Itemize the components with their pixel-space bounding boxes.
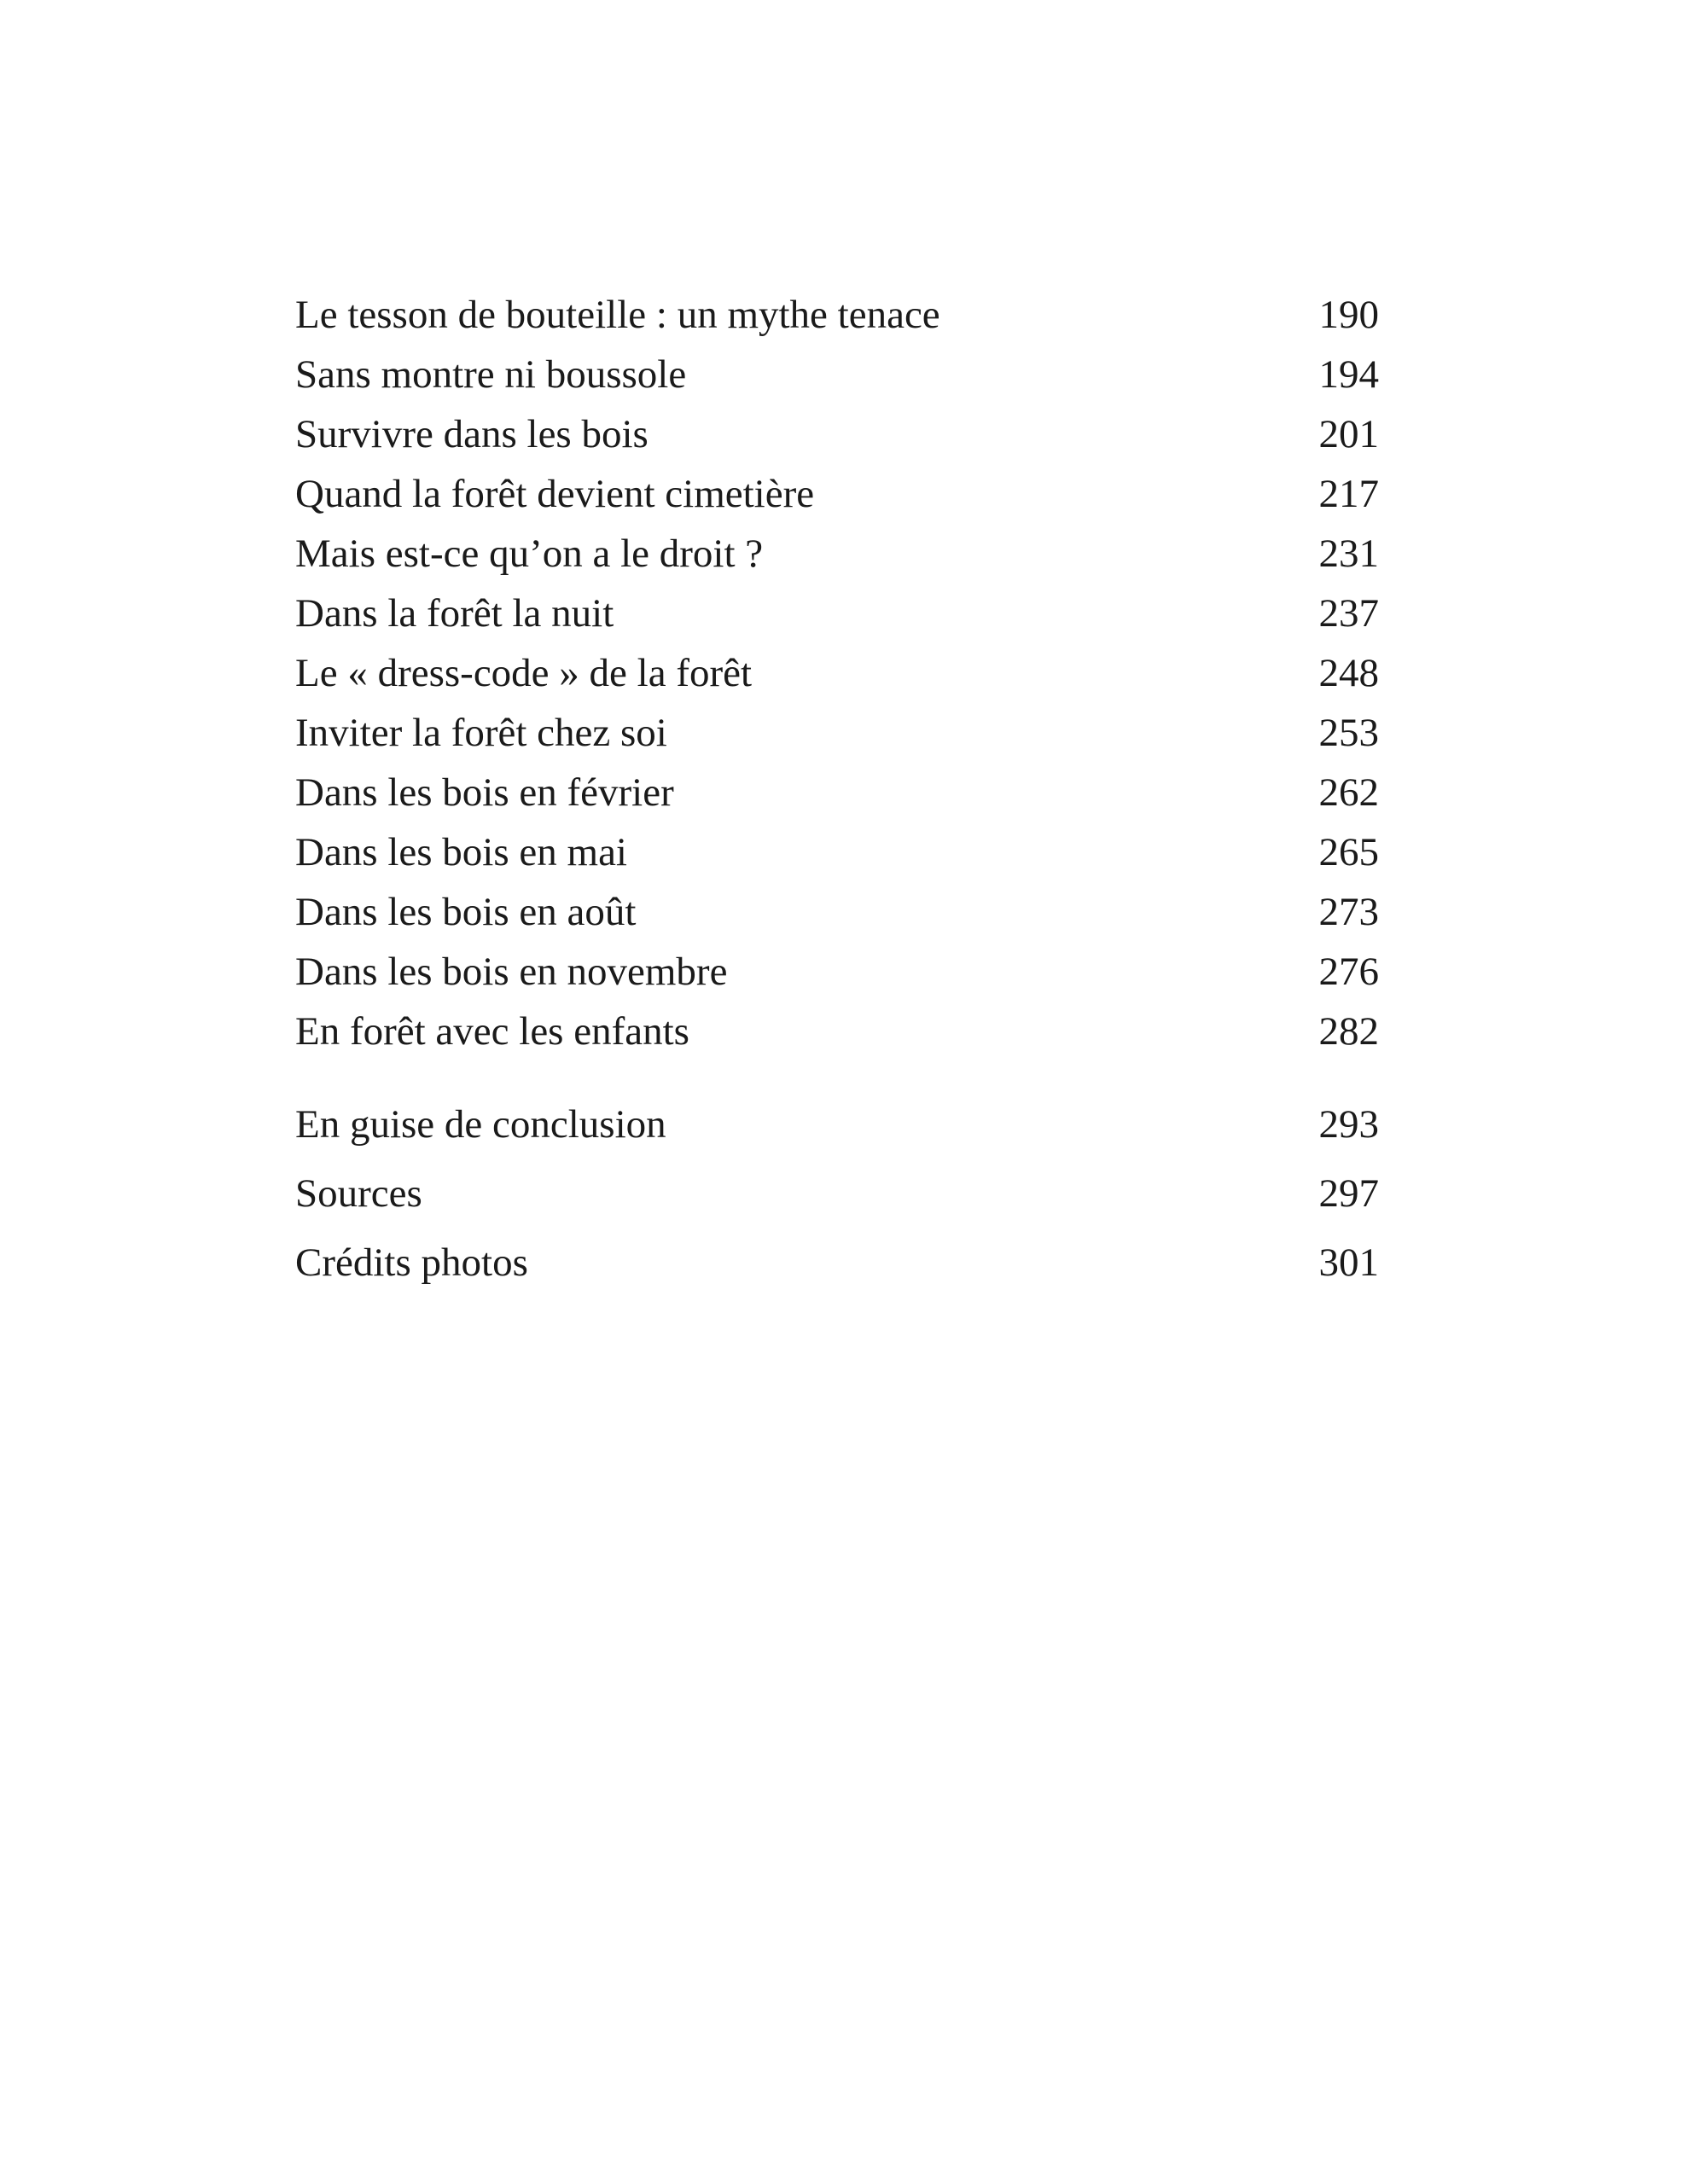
toc-entry-title: Sans montre ni boussole bbox=[295, 352, 687, 397]
toc-entry bbox=[295, 404, 1379, 464]
toc-entry-page-number: 265 bbox=[1318, 830, 1379, 874]
toc-entry-page-number: 248 bbox=[1318, 651, 1379, 695]
table-of-contents bbox=[295, 285, 1379, 1298]
toc-end-matter-section bbox=[295, 1090, 1379, 1298]
toc-entry-title: Dans les bois en août bbox=[295, 890, 637, 934]
toc-entry-title: Dans les bois en février bbox=[295, 770, 674, 815]
toc-entry-page-number: 301 bbox=[1318, 1240, 1379, 1285]
toc-entry-title: En forêt avec les enfants bbox=[295, 1009, 689, 1054]
toc-entry-title: Inviter la forêt chez soi bbox=[295, 711, 667, 755]
toc-entry-title: Le tesson de bouteille : un mythe tenace bbox=[295, 293, 940, 337]
toc-entry-title: Crédits photos bbox=[295, 1240, 528, 1285]
toc-entry-title: En guise de conclusion bbox=[295, 1102, 666, 1147]
toc-entry bbox=[295, 285, 1379, 345]
toc-entry-page-number: 297 bbox=[1318, 1171, 1379, 1216]
toc-entry-page-number: 276 bbox=[1318, 950, 1379, 994]
toc-entry bbox=[295, 1002, 1379, 1061]
toc-entry bbox=[295, 703, 1379, 763]
toc-entry-page-number: 217 bbox=[1318, 472, 1379, 516]
section-spacer bbox=[295, 1061, 1379, 1090]
toc-entry bbox=[295, 584, 1379, 643]
toc-entry bbox=[295, 345, 1379, 404]
toc-entry bbox=[295, 643, 1379, 703]
toc-entry bbox=[295, 1228, 1379, 1298]
toc-entry-title: Survivre dans les bois bbox=[295, 412, 649, 456]
toc-entry bbox=[295, 464, 1379, 524]
toc-entry-page-number: 262 bbox=[1318, 770, 1379, 815]
toc-entry bbox=[295, 882, 1379, 942]
toc-entry-page-number: 201 bbox=[1318, 412, 1379, 456]
toc-entry-page-number: 273 bbox=[1318, 890, 1379, 934]
toc-entry bbox=[295, 1159, 1379, 1228]
toc-entry-page-number: 293 bbox=[1318, 1102, 1379, 1147]
toc-entry-page-number: 253 bbox=[1318, 711, 1379, 755]
toc-entry-page-number: 231 bbox=[1318, 531, 1379, 576]
toc-entry-title: Dans les bois en mai bbox=[295, 830, 627, 874]
toc-entry-title: Dans la forêt la nuit bbox=[295, 591, 614, 636]
toc-main-section bbox=[295, 285, 1379, 1061]
toc-entry bbox=[295, 524, 1379, 584]
toc-entry bbox=[295, 763, 1379, 822]
toc-entry-page-number: 194 bbox=[1318, 352, 1379, 397]
toc-entry-page-number: 190 bbox=[1318, 293, 1379, 337]
toc-entry bbox=[295, 822, 1379, 882]
toc-entry-page-number: 282 bbox=[1318, 1009, 1379, 1054]
toc-entry-title: Quand la forêt devient cimetière bbox=[295, 472, 815, 516]
toc-entry-title: Dans les bois en novembre bbox=[295, 950, 728, 994]
toc-entry-page-number: 237 bbox=[1318, 591, 1379, 636]
toc-entry-title: Le « dress-code » de la forêt bbox=[295, 651, 753, 695]
toc-entry bbox=[295, 942, 1379, 1002]
toc-entry-title: Sources bbox=[295, 1171, 422, 1216]
toc-entry-title: Mais est-ce qu’on a le droit ? bbox=[295, 531, 764, 576]
toc-entry bbox=[295, 1090, 1379, 1159]
